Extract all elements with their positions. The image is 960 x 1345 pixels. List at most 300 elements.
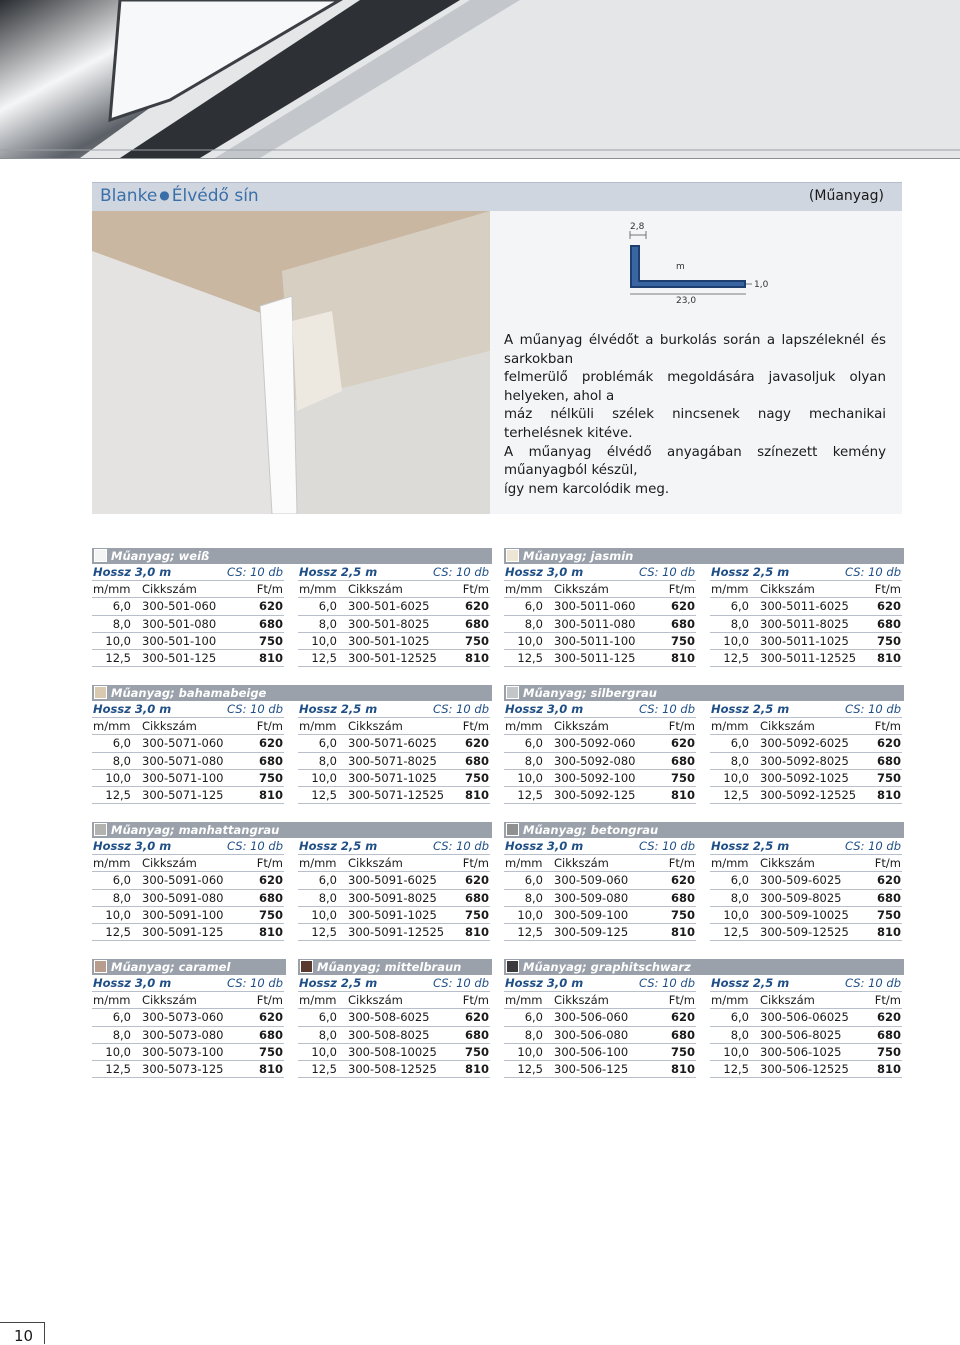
length-label: Hossz 2,5 m	[711, 976, 790, 990]
color-swatch-icon	[506, 960, 519, 973]
col-header-price: Ft/m	[256, 856, 283, 871]
length-label: Hossz 2,5 m	[711, 839, 790, 853]
color-swatch-icon	[506, 823, 519, 836]
column-header-row	[710, 992, 902, 1009]
table-row	[504, 907, 696, 924]
col-header-mm: m/mm	[711, 582, 749, 597]
dim-inner-label: m	[676, 262, 685, 272]
pack-label: CS: 10 db	[845, 702, 901, 716]
code-cell: 300-508-10025	[348, 1044, 437, 1059]
price-cell: 680	[464, 890, 489, 905]
dim-top-label: 2,8	[630, 222, 645, 232]
size-cell: 6,0	[318, 736, 337, 751]
code-cell: 300-5011-1025	[760, 633, 849, 648]
size-cell: 12,5	[105, 650, 131, 665]
price-cell: 680	[464, 753, 489, 768]
size-cell: 6,0	[524, 599, 543, 614]
col-header-code: Cikkszám	[554, 719, 609, 734]
col-header-price: Ft/m	[874, 993, 901, 1008]
col-header-mm: m/mm	[93, 993, 131, 1008]
code-cell: 300-501-125	[142, 650, 217, 665]
section-title-bar	[92, 959, 286, 975]
code-cell: 300-5011-12525	[760, 650, 857, 665]
col-header-code: Cikkszám	[760, 856, 815, 871]
col-header-mm: m/mm	[505, 582, 543, 597]
price-cell: 620	[670, 1010, 695, 1025]
table-row	[710, 650, 902, 667]
code-cell: 300-5011-080	[554, 616, 636, 631]
col-header-code: Cikkszám	[760, 993, 815, 1008]
size-cell: 10,0	[723, 770, 749, 785]
length-row	[92, 838, 284, 855]
price-table	[92, 975, 284, 1078]
corner-tile-photo	[92, 211, 490, 514]
col-header-price: Ft/m	[256, 993, 283, 1008]
length-row	[92, 701, 284, 718]
col-header-price: Ft/m	[462, 856, 489, 871]
price-cell: 620	[258, 873, 283, 888]
code-cell: 300-501-080	[142, 616, 217, 631]
col-header-mm: m/mm	[299, 582, 337, 597]
length-label: Hossz 3,0 m	[505, 976, 584, 990]
table-row	[504, 872, 696, 889]
col-header-price: Ft/m	[874, 719, 901, 734]
price-cell: 750	[876, 907, 901, 922]
price-cell: 620	[876, 736, 901, 751]
pack-label: CS: 10 db	[639, 565, 695, 579]
code-cell: 300-501-12525	[348, 650, 437, 665]
column-header-row	[504, 581, 696, 598]
product-name: Élvédő sín	[171, 186, 259, 206]
pack-label: CS: 10 db	[433, 839, 489, 853]
price-cell: 810	[258, 650, 283, 665]
length-row	[504, 975, 696, 992]
size-cell: 10,0	[517, 633, 543, 648]
table-row	[298, 1061, 490, 1078]
size-cell: 12,5	[311, 1061, 337, 1076]
price-cell: 620	[258, 736, 283, 751]
price-cell: 750	[258, 770, 283, 785]
length-row	[298, 838, 490, 855]
col-header-mm: m/mm	[711, 993, 749, 1008]
code-cell: 300-508-12525	[348, 1061, 437, 1076]
col-header-code: Cikkszám	[142, 856, 197, 871]
size-cell: 6,0	[112, 1010, 131, 1025]
price-cell: 750	[464, 1044, 489, 1059]
code-cell: 300-501-6025	[348, 599, 430, 614]
price-cell: 810	[876, 650, 901, 665]
length-label: Hossz 2,5 m	[299, 565, 378, 579]
size-cell: 10,0	[105, 907, 131, 922]
pack-label: CS: 10 db	[227, 565, 283, 579]
size-cell: 6,0	[318, 599, 337, 614]
price-cell: 810	[876, 1061, 901, 1076]
code-cell: 300-5071-8025	[348, 753, 437, 768]
length-label: Hossz 2,5 m	[711, 702, 790, 716]
table-row	[92, 890, 284, 907]
code-cell: 300-509-8025	[760, 890, 842, 905]
size-cell: 10,0	[517, 770, 543, 785]
size-cell: 8,0	[318, 890, 337, 905]
table-row	[298, 1027, 490, 1044]
section-header	[92, 182, 902, 212]
table-row	[504, 924, 696, 941]
size-cell: 8,0	[112, 890, 131, 905]
size-cell: 6,0	[730, 1010, 749, 1025]
section-title-bar	[504, 959, 904, 975]
column-header-row	[92, 855, 284, 872]
size-cell: 10,0	[311, 1044, 337, 1059]
size-cell: 10,0	[311, 633, 337, 648]
size-cell: 8,0	[730, 753, 749, 768]
pack-label: CS: 10 db	[227, 702, 283, 716]
page-number: 10	[14, 1327, 34, 1345]
table-row	[710, 1009, 902, 1026]
table-row	[298, 598, 490, 615]
price-cell: 680	[670, 616, 695, 631]
description-line: így nem karcolódik meg.	[504, 481, 670, 497]
color-swatch-icon	[300, 960, 313, 973]
price-cell: 750	[464, 633, 489, 648]
price-cell: 810	[258, 1061, 283, 1076]
page-number-box	[0, 1322, 44, 1345]
section-title: Műanyag; mittelbraun	[317, 960, 462, 974]
size-cell: 8,0	[318, 1027, 337, 1042]
price-table	[504, 701, 696, 804]
column-header-row	[298, 992, 490, 1009]
size-cell: 6,0	[524, 873, 543, 888]
size-cell: 8,0	[730, 1027, 749, 1042]
col-header-price: Ft/m	[668, 993, 695, 1008]
size-cell: 8,0	[730, 890, 749, 905]
table-row	[504, 890, 696, 907]
col-header-price: Ft/m	[256, 719, 283, 734]
section-title-bar	[92, 822, 492, 838]
length-label: Hossz 3,0 m	[93, 702, 172, 716]
price-cell: 680	[258, 753, 283, 768]
col-header-code: Cikkszám	[142, 719, 197, 734]
table-row	[504, 650, 696, 667]
price-table	[710, 838, 902, 941]
section-title-bar	[92, 685, 492, 701]
price-table	[298, 975, 490, 1078]
code-cell: 300-508-6025	[348, 1010, 430, 1025]
size-cell: 12,5	[723, 650, 749, 665]
table-row	[710, 633, 902, 650]
column-header-row	[504, 992, 696, 1009]
code-cell: 300-501-100	[142, 633, 217, 648]
price-cell: 810	[670, 924, 695, 939]
price-cell: 620	[258, 1010, 283, 1025]
code-cell: 300-5071-080	[142, 753, 224, 768]
price-cell: 680	[464, 1027, 489, 1042]
code-cell: 300-5071-100	[142, 770, 224, 785]
table-row	[710, 787, 902, 804]
table-row	[298, 633, 490, 650]
product-title	[100, 186, 259, 206]
price-table	[710, 975, 902, 1078]
col-header-price: Ft/m	[462, 993, 489, 1008]
table-row	[710, 770, 902, 787]
table-row	[298, 907, 490, 924]
price-table	[504, 838, 696, 941]
size-cell: 6,0	[318, 873, 337, 888]
col-header-mm: m/mm	[93, 856, 131, 871]
price-cell: 810	[876, 924, 901, 939]
column-header-row	[710, 718, 902, 735]
price-cell: 620	[464, 873, 489, 888]
code-cell: 300-506-080	[554, 1027, 629, 1042]
size-cell: 10,0	[517, 1044, 543, 1059]
code-cell: 300-501-8025	[348, 616, 430, 631]
code-cell: 300-5092-12525	[760, 787, 857, 802]
table-row	[92, 753, 284, 770]
table-row	[710, 1061, 902, 1078]
price-cell: 620	[258, 599, 283, 614]
code-cell: 300-5092-080	[554, 753, 636, 768]
column-header-row	[710, 855, 902, 872]
table-row	[298, 1044, 490, 1061]
price-cell: 680	[258, 890, 283, 905]
code-cell: 300-501-1025	[348, 633, 430, 648]
size-cell: 12,5	[517, 1061, 543, 1076]
code-cell: 300-509-100	[554, 907, 629, 922]
table-row	[504, 787, 696, 804]
pack-label: CS: 10 db	[845, 976, 901, 990]
dim-bottom-label: 23,0	[676, 296, 697, 306]
code-cell: 300-501-060	[142, 599, 217, 614]
col-header-price: Ft/m	[874, 856, 901, 871]
code-cell: 300-5092-060	[554, 736, 636, 751]
size-cell: 6,0	[112, 599, 131, 614]
size-cell: 8,0	[524, 1027, 543, 1042]
col-header-mm: m/mm	[299, 856, 337, 871]
dim-right-label: 1,0	[754, 280, 769, 290]
material-label: (Műanyag)	[808, 188, 884, 204]
price-table	[298, 564, 490, 667]
table-row	[504, 616, 696, 633]
table-row	[504, 770, 696, 787]
size-cell: 6,0	[112, 736, 131, 751]
length-row	[92, 564, 284, 581]
table-row	[92, 924, 284, 941]
column-header-row	[710, 581, 902, 598]
size-cell: 8,0	[730, 616, 749, 631]
table-row	[92, 616, 284, 633]
color-swatch-icon	[94, 549, 107, 562]
col-header-price: Ft/m	[462, 719, 489, 734]
size-cell: 6,0	[730, 736, 749, 751]
price-cell: 680	[464, 616, 489, 631]
code-cell: 300-5091-080	[142, 890, 224, 905]
color-swatch-icon	[506, 549, 519, 562]
length-row	[298, 564, 490, 581]
size-cell: 10,0	[311, 770, 337, 785]
code-cell: 300-506-8025	[760, 1027, 842, 1042]
section-title-bar	[504, 548, 904, 564]
price-cell: 810	[876, 787, 901, 802]
code-cell: 300-5091-125	[142, 924, 224, 939]
tile-corner-image	[92, 211, 490, 514]
price-cell: 750	[464, 907, 489, 922]
table-row	[710, 735, 902, 752]
table-row	[710, 907, 902, 924]
length-label: Hossz 2,5 m	[711, 565, 790, 579]
price-cell: 750	[876, 770, 901, 785]
table-row	[298, 924, 490, 941]
price-cell: 680	[876, 890, 901, 905]
size-cell: 10,0	[311, 907, 337, 922]
col-header-code: Cikkszám	[142, 582, 197, 597]
table-row	[92, 770, 284, 787]
length-row	[92, 975, 284, 992]
color-swatch-icon	[94, 823, 107, 836]
length-row	[504, 701, 696, 718]
price-cell: 680	[670, 890, 695, 905]
table-row	[504, 1061, 696, 1078]
code-cell: 300-506-12525	[760, 1061, 849, 1076]
column-header-row	[92, 992, 284, 1009]
section-title: Műanyag; jasmin	[523, 549, 634, 563]
length-row	[298, 975, 490, 992]
size-cell: 6,0	[730, 599, 749, 614]
table-row	[504, 753, 696, 770]
price-cell: 620	[876, 1010, 901, 1025]
size-cell: 12,5	[311, 650, 337, 665]
column-header-row	[504, 718, 696, 735]
col-header-price: Ft/m	[256, 582, 283, 597]
code-cell: 300-506-100	[554, 1044, 629, 1059]
code-cell: 300-5091-8025	[348, 890, 437, 905]
size-cell: 8,0	[112, 616, 131, 631]
size-cell: 8,0	[318, 616, 337, 631]
size-cell: 8,0	[112, 1027, 131, 1042]
price-cell: 750	[258, 907, 283, 922]
price-table	[92, 564, 284, 667]
column-header-row	[298, 581, 490, 598]
length-label: Hossz 2,5 m	[299, 976, 378, 990]
code-cell: 300-5092-1025	[760, 770, 849, 785]
code-cell: 300-5011-8025	[760, 616, 849, 631]
table-row	[92, 872, 284, 889]
code-cell: 300-509-12525	[760, 924, 849, 939]
col-header-mm: m/mm	[299, 719, 337, 734]
table-row	[298, 650, 490, 667]
column-header-row	[92, 718, 284, 735]
length-label: Hossz 3,0 m	[505, 702, 584, 716]
code-cell: 300-5091-060	[142, 873, 224, 888]
table-row	[710, 1027, 902, 1044]
code-cell: 300-5011-6025	[760, 599, 849, 614]
price-table	[710, 564, 902, 667]
size-cell: 6,0	[112, 873, 131, 888]
metal-profile-photo	[0, 0, 960, 158]
section-title: Műanyag; betongrau	[523, 823, 659, 837]
size-cell: 12,5	[517, 924, 543, 939]
col-header-code: Cikkszám	[760, 719, 815, 734]
size-cell: 6,0	[524, 736, 543, 751]
price-cell: 620	[876, 599, 901, 614]
length-row	[504, 564, 696, 581]
table-row	[298, 787, 490, 804]
col-header-mm: m/mm	[505, 719, 543, 734]
table-row	[92, 650, 284, 667]
table-row	[92, 1044, 284, 1061]
price-cell: 810	[670, 1061, 695, 1076]
code-cell: 300-5011-060	[554, 599, 636, 614]
section-title: Műanyag; bahamabeige	[111, 686, 267, 700]
table-row	[710, 890, 902, 907]
table-row	[710, 753, 902, 770]
code-cell: 300-5092-8025	[760, 753, 849, 768]
col-header-code: Cikkszám	[760, 582, 815, 597]
col-header-mm: m/mm	[505, 993, 543, 1008]
divider	[0, 158, 960, 159]
size-cell: 12,5	[105, 924, 131, 939]
col-header-code: Cikkszám	[348, 582, 403, 597]
col-header-code: Cikkszám	[554, 993, 609, 1008]
pack-label: CS: 10 db	[845, 565, 901, 579]
description-line: A műanyag élvédő anyagában színezett kemény műanyagból készül,	[504, 444, 886, 479]
price-cell: 620	[670, 599, 695, 614]
col-header-mm: m/mm	[93, 719, 131, 734]
size-cell: 10,0	[105, 770, 131, 785]
table-row	[710, 598, 902, 615]
price-table	[298, 838, 490, 941]
length-label: Hossz 3,0 m	[505, 839, 584, 853]
table-row	[92, 1009, 284, 1026]
col-header-price: Ft/m	[668, 856, 695, 871]
price-cell: 620	[670, 873, 695, 888]
price-cell: 750	[876, 633, 901, 648]
code-cell: 300-5071-125	[142, 787, 224, 802]
pack-label: CS: 10 db	[433, 976, 489, 990]
length-label: Hossz 3,0 m	[93, 976, 172, 990]
col-header-price: Ft/m	[668, 719, 695, 734]
table-row	[92, 633, 284, 650]
section-title-bar	[504, 685, 904, 701]
col-header-price: Ft/m	[874, 582, 901, 597]
col-header-mm: m/mm	[93, 582, 131, 597]
table-row	[504, 1044, 696, 1061]
size-cell: 12,5	[105, 787, 131, 802]
section-title: Műanyag; caramel	[111, 960, 231, 974]
table-row	[710, 924, 902, 941]
code-cell: 300-5091-100	[142, 907, 224, 922]
code-cell: 300-5073-125	[142, 1061, 224, 1076]
price-cell: 810	[464, 1061, 489, 1076]
col-header-code: Cikkszám	[348, 719, 403, 734]
col-header-code: Cikkszám	[348, 993, 403, 1008]
length-label: Hossz 2,5 m	[299, 702, 378, 716]
code-cell: 300-509-060	[554, 873, 629, 888]
code-cell: 300-5071-1025	[348, 770, 437, 785]
price-cell: 750	[876, 1044, 901, 1059]
pack-label: CS: 10 db	[227, 839, 283, 853]
code-cell: 300-5073-080	[142, 1027, 224, 1042]
table-row	[298, 770, 490, 787]
table-row	[92, 1061, 284, 1078]
code-cell: 300-509-10025	[760, 907, 849, 922]
price-table	[504, 564, 696, 667]
price-cell: 810	[258, 787, 283, 802]
price-cell: 750	[670, 1044, 695, 1059]
section-title-bar	[92, 548, 492, 564]
length-row	[710, 701, 902, 718]
length-label: Hossz 3,0 m	[93, 565, 172, 579]
col-header-code: Cikkszám	[554, 856, 609, 871]
price-cell: 810	[464, 650, 489, 665]
